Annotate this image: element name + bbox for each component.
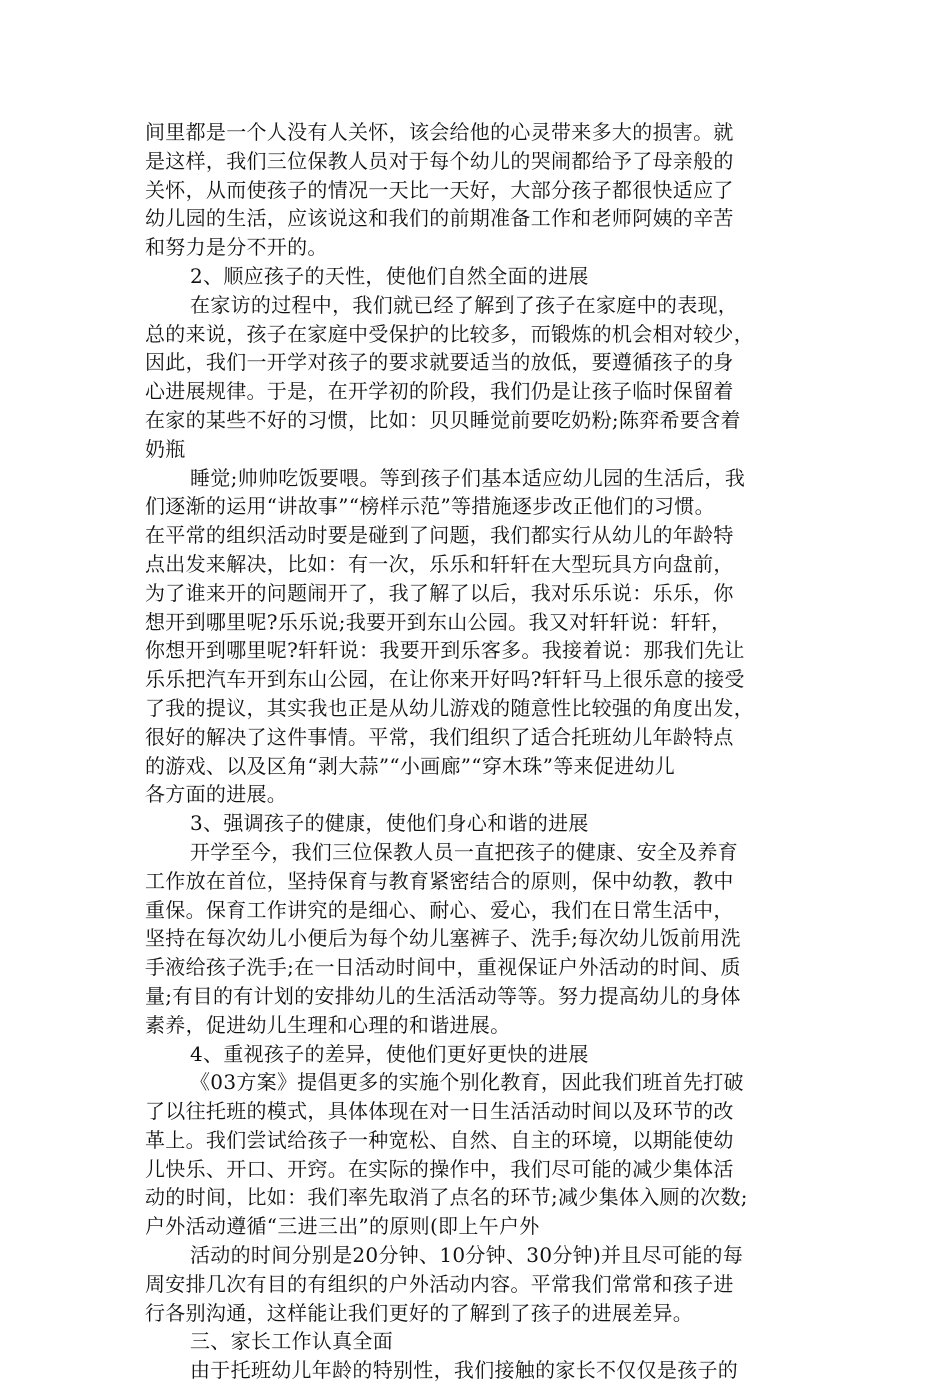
text-line: 的游戏、以及区角“剥大蒜”“小画廊”“穿木珠”等来促进幼儿 bbox=[145, 753, 676, 778]
text-line: 想开到哪里呢?乐乐说;我要开到东山公园。我又对轩轩说：轩轩， bbox=[145, 609, 732, 634]
text-line: 活动的时间分别是20分钟、10分钟、30分钟)并且尽可能的每 bbox=[190, 1243, 744, 1268]
text-line: 很好的解决了这件事情。平常，我们组织了适合托班幼儿年龄特点 bbox=[145, 724, 734, 749]
text-line: 们逐渐的运用“讲故事”“榜样示范”等措施逐步改正他们的习惯。 bbox=[145, 494, 715, 519]
text-line: 素养，促进幼儿生理和心理的和谐进展。 bbox=[145, 1012, 511, 1037]
text-line: 了以往托班的模式，具体体现在对一日生活活动时间以及环节的改 bbox=[145, 1099, 734, 1124]
text-line: 心进展规律。于是，在开学初的阶段，我们仍是让孩子临时保留着 bbox=[145, 379, 734, 404]
text-line: 周安排几次有目的有组织的户外活动内容。平常我们常常和孩子进 bbox=[145, 1271, 734, 1296]
document-body-text bbox=[145, 118, 815, 1385]
text-line: 是这样，我们三位保教人员对于每个幼儿的哭闹都给予了母亲般的 bbox=[145, 148, 734, 173]
text-line: 工作放在首位，坚持保育与教育紧密结合的原则，保中幼教，教中 bbox=[145, 868, 734, 893]
text-line: 乐乐把汽车开到东山公园，在让你来开好吗?轩轩马上很乐意的接受 bbox=[145, 667, 745, 692]
text-line: 3、强调孩子的健康，使他们身心和谐的进展 bbox=[190, 811, 589, 836]
text-line: 量;有目的有计划的安排幼儿的生活活动等等。努力提高幼儿的身体 bbox=[145, 983, 741, 1008]
text-line: 手液给孩子洗手;在一日活动时间中，重视保证户外活动的时间、质 bbox=[145, 955, 741, 980]
text-line: 三、家长工作认真全面 bbox=[190, 1329, 393, 1354]
text-line: 革上。我们尝试给孩子一种宽松、自然、自主的环境，以期能使幼 bbox=[145, 1127, 734, 1152]
text-line: 各方面的进展。 bbox=[145, 782, 288, 807]
text-line: 由于托班幼儿年龄的特别性，我们接触的家长不仅仅是孩子的 bbox=[190, 1358, 739, 1383]
text-line: 和努力是分不开的。 bbox=[145, 235, 328, 260]
text-line: 开学至今，我们三位保教人员一直把孩子的健康、安全及养育 bbox=[190, 839, 739, 864]
text-line: 4、重视孩子的差异，使他们更好更快的进展 bbox=[190, 1041, 589, 1066]
text-line: 在家的某些不好的习惯，比如：贝贝睡觉前要吃奶粉;陈弈希要含着 bbox=[145, 407, 741, 432]
text-line: 幼儿园的生活，应该说这和我们的前期准备工作和老师阿姨的辛苦 bbox=[145, 206, 734, 231]
text-line: 为了谁来开的问题闹开了，我了解了以后，我对乐乐说：乐乐，你 bbox=[145, 580, 734, 605]
text-line: 总的来说，孩子在家庭中受保护的比较多，而锻炼的机会相对较少， bbox=[145, 321, 754, 346]
text-line: 在家访的过程中，我们就已经了解到了孩子在家庭中的表现， bbox=[190, 292, 739, 317]
text-line: 儿快乐、开口、开窍。在实际的操作中，我们尽可能的减少集体活 bbox=[145, 1156, 734, 1181]
text-line: 2、顺应孩子的天性，使他们自然全面的进展 bbox=[190, 263, 589, 288]
text-line: 因此，我们一开学对孩子的要求就要适当的放低，要遵循孩子的身 bbox=[145, 350, 734, 375]
text-line: 点出发来解决，比如：有一次，乐乐和轩轩在大型玩具方向盘前， bbox=[145, 551, 734, 576]
text-line: 行各别沟通，这样能让我们更好的了解到了孩子的进展差异。 bbox=[145, 1300, 694, 1325]
text-line: 在平常的组织活动时要是碰到了问题，我们都实行从幼儿的年龄特 bbox=[145, 523, 734, 548]
text-line: 关怀，从而使孩子的情况一天比一天好，大部分孩子都很快适应了 bbox=[145, 177, 734, 202]
text-line: 重保。保育工作讲究的是细心、耐心、爱心，我们在日常生活中， bbox=[145, 897, 734, 922]
text-line: 坚持在每次幼儿小便后为每个幼儿塞裤子、洗手;每次幼儿饭前用洗 bbox=[145, 926, 741, 951]
text-line: 《03方案》提倡更多的实施个别化教育，因此我们班首先打破 bbox=[190, 1070, 744, 1095]
text-line: 户外活动遵循“三进三出”的原则(即上午户外 bbox=[145, 1214, 540, 1239]
text-line: 你想开到哪里呢?轩轩说：我要开到乐客多。我接着说：那我们先让 bbox=[145, 638, 745, 663]
text-line: 奶瓶 bbox=[145, 436, 186, 461]
text-line: 动的时间，比如：我们率先取消了点名的环节;减少集体入厕的次数; bbox=[145, 1185, 748, 1210]
text-line: 间里都是一个人没有人关怀，该会给他的心灵带来多大的损害。就 bbox=[145, 120, 734, 144]
text-line: 睡觉;帅帅吃饭要喂。等到孩子们基本适应幼儿园的生活后，我 bbox=[190, 465, 746, 490]
text-line: 了我的提议，其实我也正是从幼儿游戏的随意性比较强的角度出发， bbox=[145, 695, 754, 720]
